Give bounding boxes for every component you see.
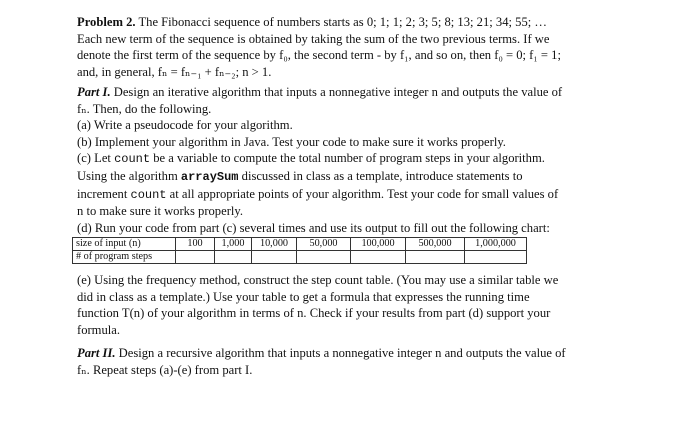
row-label-size: size of input (n) — [73, 238, 176, 251]
part1-line-3: (a) Write a pseudocode for your algorithm. — [77, 118, 293, 133]
empty-cell — [406, 251, 465, 264]
size-cell: 100,000 — [351, 238, 406, 251]
size-cell: 50,000 — [297, 238, 351, 251]
size-cell: 1,000 — [215, 238, 252, 251]
empty-cell — [215, 251, 252, 264]
part1-line-4: (b) Implement your algorithm in Java. Test your code to make sure it works properly. — [77, 134, 506, 149]
count-code: count — [114, 152, 151, 167]
count-code: count — [130, 187, 167, 202]
table-row — [73, 238, 527, 251]
part1e-line-4: formula. — [77, 322, 121, 337]
part1e-line-3: function T(n) of your algorithm in terms of n. Check if your results from part (d) support your — [77, 306, 551, 321]
empty-cell — [297, 251, 351, 264]
empty-cell — [252, 251, 297, 264]
part2-line-2: fₙ. Repeat steps (a)-(e) from part I. — [77, 362, 253, 377]
size-cell: 10,000 — [252, 238, 297, 251]
part-1e-section — [77, 272, 617, 338]
problem-line-3: denote the first term of the sequence by f₀, the second term - by f₁, and so on, then f₀ = 0; f₁ = 1; — [77, 48, 561, 63]
table-row — [73, 251, 527, 264]
part1-line-1 — [77, 84, 617, 101]
problem-line-2: Each new term of the sequence is obtained by taking the sum of the two previous terms. If we — [77, 31, 550, 46]
part1-text-1: Design an iterative algorithm that inputs a nonnegative integer n and outputs the value of — [110, 85, 563, 99]
part1e-line-2: did in class as a template.) Use your table to get a formula that expresses the running time — [77, 289, 530, 304]
arraysum-code: arraySum — [180, 169, 239, 184]
part-1-section — [77, 84, 617, 236]
part1e-line-1: (e) Using the frequency method, construct the step count table. (You may use a similar table we — [77, 273, 559, 287]
empty-cell — [176, 251, 215, 264]
part1-line-6: Using the algorithm arraySum discussed in class as a template, introduce statements to — [77, 168, 523, 184]
problem-text-1: The Fibonacci sequence of numbers starts as 0; 1; 1; 2; 3; 5; 8; 13; 21; 34; 55; … — [135, 15, 547, 29]
size-cell: 100 — [176, 238, 215, 251]
steps-chart-table — [72, 237, 527, 264]
part1-line-9: (d) Run your code from part (c) several times and use its output to fill out the following chart: — [77, 220, 550, 235]
size-cell: 1,000,000 — [465, 238, 527, 251]
problem-statement — [77, 14, 617, 80]
part2-title: Part II. — [77, 346, 116, 360]
part1-line-5: (c) Let count be a variable to compute the total number of program steps in your algorithm. — [77, 151, 545, 167]
part1-title: Part I. — [77, 85, 111, 99]
size-cell: 500,000 — [406, 238, 465, 251]
part-2-section — [77, 345, 617, 378]
part2-line-1 — [77, 345, 617, 362]
empty-cell — [465, 251, 527, 264]
problem-line-4: and, in general, fₙ = fₙ₋₁ + fₙ₋₂; n > 1. — [77, 64, 272, 79]
part1-line-2: fₙ. Then, do the following. — [77, 101, 212, 116]
empty-cell — [351, 251, 406, 264]
part1-line-8: n to make sure it works properly. — [77, 204, 244, 219]
problem-line-1 — [77, 14, 617, 31]
part1-line-7: increment count at all appropriate points of your algorithm. Test your code for small values of — [77, 186, 559, 202]
problem-title: Problem 2. — [77, 15, 136, 29]
row-label-steps: # of program steps — [73, 251, 176, 264]
part2-text-1: Design a recursive algorithm that inputs a nonnegative integer n and outputs the value of — [115, 346, 566, 360]
